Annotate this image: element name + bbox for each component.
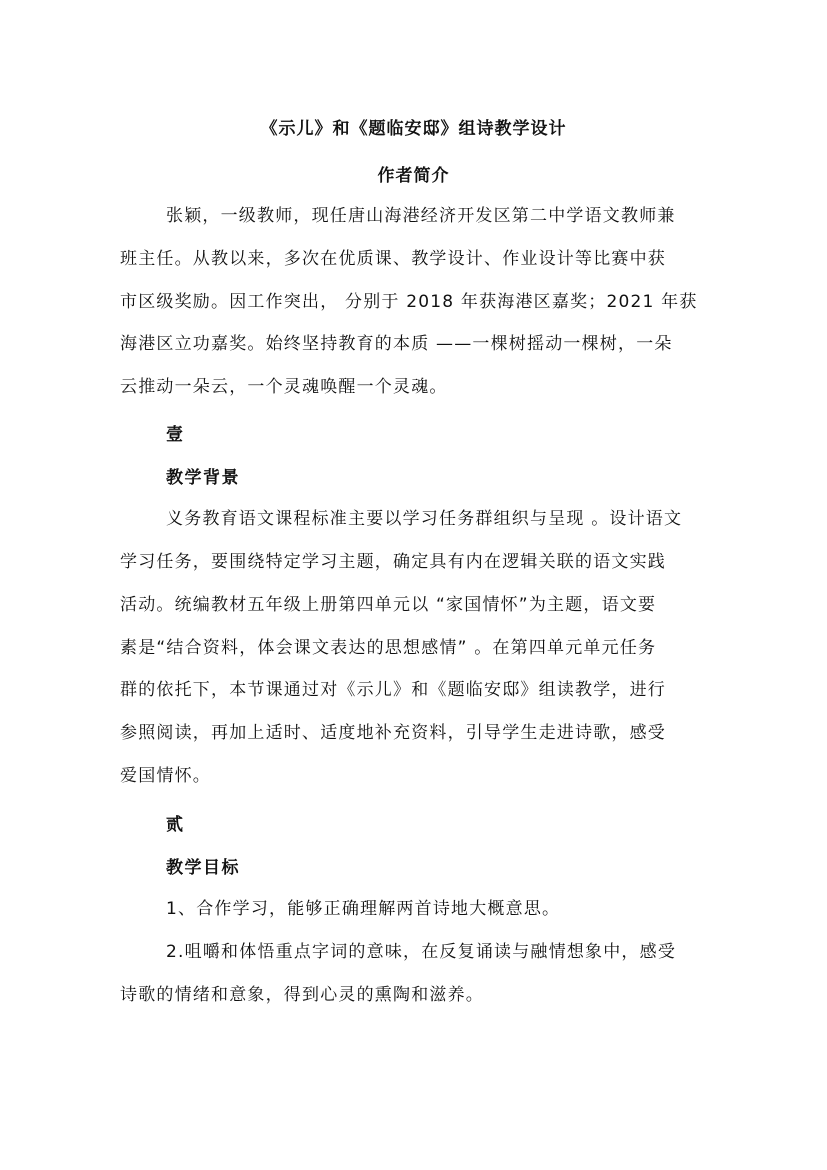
- paragraph-line: 群的依托下，本节课通过对《示儿》和《题临安邸》组读教学，进行: [120, 680, 666, 700]
- paragraph-line: 爱国情怀。: [120, 766, 211, 786]
- bio-line: 班主任。从教以来，多次在优质课、教学设计、作业设计等比赛中获: [120, 249, 666, 269]
- paragraph-line: 素是“结合资料，体会课文表达的思想感情” 。在第四单元单元任务: [120, 638, 657, 658]
- document-title: 《示儿》和《题临安邸》组诗教学设计: [260, 119, 567, 139]
- section-number: 贰: [166, 815, 185, 835]
- section-number: 壹: [166, 425, 185, 445]
- bio-line: 海港区立功嘉奖。始终坚持教育的本质 ——一棵树摇动一棵树，一朵: [120, 334, 673, 354]
- objective-line: 诗歌的情绪和意象，得到心灵的熏陶和滋养。: [120, 985, 484, 1005]
- bio-line: 云推动一朵云，一个灵魂唤醒一个灵魂。: [120, 377, 448, 397]
- paragraph-line: 学习任务，要围绕特定学习主题，确定具有内在逻辑关联的语文实践: [120, 552, 666, 572]
- objective-line: 2.咀嚼和体悟重点字词的意味，在反复诵读与融情想象中，感受: [166, 942, 677, 962]
- bio-line: 张颖，一级教师，现任唐山海港经济开发区第二中学语文教师兼: [166, 206, 676, 226]
- section-subtitle: 作者简介: [377, 166, 450, 186]
- section-heading: 教学目标: [166, 858, 240, 878]
- section-heading: 教学背景: [166, 468, 240, 488]
- paragraph-line: 义务教育语文课程标准主要以学习任务群组织与呈现 。设计语文: [166, 509, 683, 529]
- objective-line: 1、合作学习，能够正确理解两首诗地大概意思。: [166, 899, 561, 919]
- paragraph-line: 参照阅读，再加上适时、适度地补充资料，引导学生走进诗歌，感受: [120, 723, 666, 743]
- paragraph-line: 活动。统编教材五年级上册第四单元以 “家国情怀”为主题，语文要: [120, 595, 657, 615]
- bio-line: 市区级奖励。因工作突出， 分别于 2018 年获海港区嘉奖；2021 年获: [120, 292, 698, 312]
